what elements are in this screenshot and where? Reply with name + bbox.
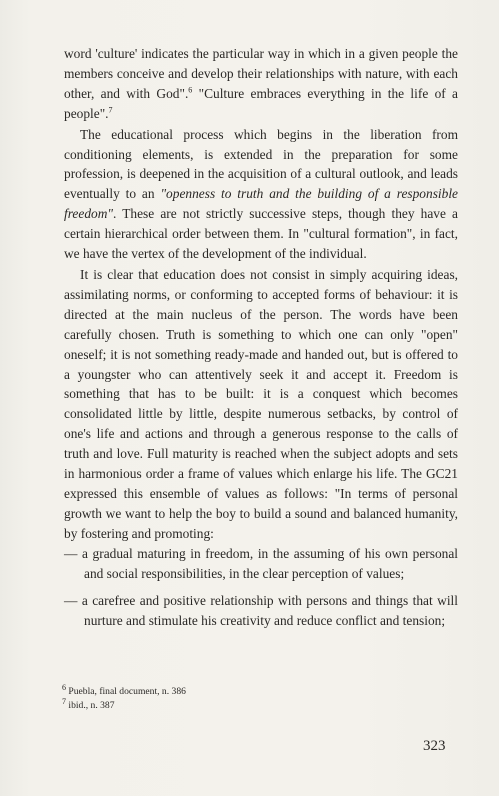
body-text (64, 44, 458, 631)
footnote-ref-6: 6 (188, 85, 193, 95)
footnotes (62, 682, 322, 713)
paragraph-2-text: The educational process which begins in the liberation from conditioning elements, is extended in the preparation for some profession, is deepened in the acquisition of a cultural outlook, and leads eventually to an (64, 126, 458, 202)
page-number: 323 (423, 738, 446, 754)
paragraph-3: It is clear that education does not consist in simply acquiring ideas, assimilating norms, or conforming to accepted forms of behaviour: it is directed at the main nucleus of the person. The words have been carefully chosen. Truth is something to which one can only "open" oneself; it is not something ready-made and handed out, but is offered to a youngster who can attentively seek it and accept it. Freedom is something that has to be built: it is a conquest which becomes consolidated little by little, despite numerous setbacks, by control of one's life and actions and through a generous response to the calls of truth and love. Full maturity is reached when the subject adopts and sets in harmonious order a frame of values which enlarge his life. The GC21 expressed this ensemble of values as follows: "In terms of personal growth we want to help the boy to build a sound and balanced humanity, by fostering and promoting: (64, 266, 458, 541)
paragraph-1-text: word 'culture' indicates the particular way in which in a given people the members conceive and develop their relationships with nature, with each other, and with God". (64, 46, 458, 101)
footnote-number: 6 (62, 682, 66, 692)
paragraph-2-text-end: . These are not strictly successive steps, though they have a certain hierarchical order between them. In "cultural formation", in fact, we have the vertex of the development of the individual. (64, 206, 458, 262)
list-item: — a gradual maturing in freedom, in the assuming of his own personal and social responsibilities, in the clear perception of values; (64, 545, 458, 581)
footnote-number: 7 (62, 696, 66, 706)
list-item: — a carefree and positive relationship with persons and things that will nurture and stimulate his creativity and reduce conflict and tension; (64, 593, 458, 629)
footnote-6 (62, 682, 322, 699)
footnote-text: ibid., n. 387 (68, 700, 115, 711)
footnote-text: Puebla, final document, n. 386 (68, 686, 186, 697)
paragraph-1-quote: "Culture embraces everything in the life of a people". (64, 85, 458, 121)
paragraph-2 (64, 125, 458, 264)
footnote-ref-7: 7 (108, 105, 113, 115)
footnote-7 (62, 696, 322, 713)
paragraph-2-italic-quote: "openness to truth and the building of a responsible freedom" (64, 186, 458, 222)
paragraph-1 (64, 44, 458, 124)
